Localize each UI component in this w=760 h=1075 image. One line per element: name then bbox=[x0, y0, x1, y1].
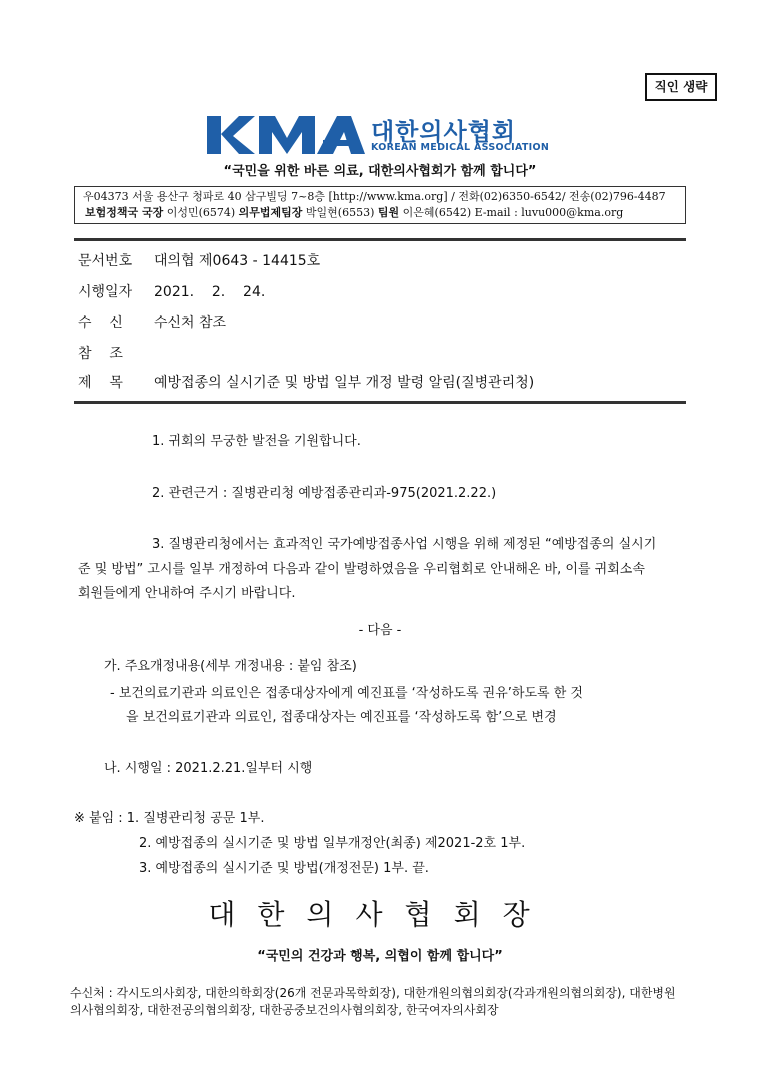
legal-team-label: 의무법제팀장 bbox=[238, 206, 303, 219]
paragraph-3-line-2: 준 및 방법” 고시를 일부 개정하여 다음과 같이 발령하였음을 우리협회로 안내해온 바, 이를 귀회소속 bbox=[78, 562, 645, 577]
recipient-row bbox=[78, 314, 226, 332]
paragraph-2: 2. 관련근거 : 질병관리청 예방접종관리과-975(2021.2.22.) bbox=[152, 486, 497, 501]
recipient-label: 수 신 bbox=[78, 315, 123, 331]
paragraph-3-line-3: 회원들에게 안내하여 주시기 바랍니다. bbox=[78, 586, 296, 601]
dept-head-label: 보험정책국 국장 bbox=[85, 206, 164, 219]
attachment-2: 2. 예방접종의 실시기준 및 방법 일부개정안(최종) 제2021-2호 1부. bbox=[139, 836, 526, 851]
legal-team-person: 박일현(6553) bbox=[302, 206, 378, 219]
kma-logo bbox=[205, 114, 555, 158]
recipient-value: 수신처 참조 bbox=[154, 315, 227, 331]
item-ga-detail-line-2: 을 보건의료기관과 의료인, 접종대상자는 예진표를 ‘작성하도록 함’으로 변경 bbox=[126, 710, 557, 725]
staff-person-email: 이은혜(6542) E-mail : luvu000@kma.org bbox=[399, 206, 624, 219]
kma-logo-mark bbox=[205, 114, 367, 158]
reference-row bbox=[78, 345, 154, 363]
item-ga: 가. 주요개정내용(세부 개정내용 : 붙임 참조) bbox=[104, 659, 357, 674]
header-divider-top bbox=[74, 238, 686, 241]
doc-number-row bbox=[78, 252, 320, 270]
contact-info-box bbox=[74, 186, 686, 224]
slogan-bottom: “국민의 건강과 행복, 의협이 함께 합니다” bbox=[257, 949, 503, 964]
header-divider-bottom bbox=[74, 401, 686, 404]
signature-title: 대한의사협회장 bbox=[208, 898, 552, 931]
stamp-omitted-box: 직인 생략 bbox=[645, 73, 717, 101]
date-row bbox=[78, 283, 265, 301]
subject-row bbox=[78, 374, 534, 392]
date-value: 2021. 2. 24. bbox=[154, 284, 266, 300]
attachment-1: ※ 붙임 : 1. 질병관리청 공문 1부. bbox=[74, 811, 265, 826]
subject-label: 제 목 bbox=[78, 375, 123, 391]
subject-value: 예방접종의 실시기준 및 방법 일부 개정 발령 알림(질병관리청) bbox=[154, 375, 535, 391]
reference-label: 참 조 bbox=[78, 346, 123, 362]
staff-label: 팀원 bbox=[377, 206, 400, 219]
kma-name-korean: 대한의사협회 bbox=[371, 118, 517, 146]
date-label: 시행일자 bbox=[78, 284, 133, 300]
item-na: 나. 시행일 : 2021.2.21.일부터 시행 bbox=[104, 761, 313, 776]
doc-number-value: 대의협 제0643 - 14415호 bbox=[154, 253, 321, 269]
doc-number-label: 문서번호 bbox=[78, 253, 133, 269]
paragraph-1: 1. 귀회의 무궁한 발전을 기원합니다. bbox=[152, 434, 361, 449]
recipients-line-1: 수신처 : 각시도의사회장, 대한의학회장(26개 전문과목학회장), 대한개원의협의회장(각과개원의협의회장), 대한병원 bbox=[70, 986, 676, 1000]
attachment-3: 3. 예방접종의 실시기준 및 방법(개정전문) 1부. 끝. bbox=[139, 861, 429, 876]
contact-address-line: 우04373 서울 용산구 청파로 40 삼구빌딩 7~8층 [http://www.kma.org] / 전화(02)6350-6542/ 전송(02)796-4487 bbox=[83, 190, 666, 203]
dept-head-person: 이성민(6574) bbox=[163, 206, 239, 219]
kma-name-english: KOREAN MEDICAL ASSOCIATION bbox=[371, 142, 550, 153]
slogan-top: “국민을 위한 바른 의료, 대한의사협회가 함께 합니다” bbox=[223, 164, 537, 179]
recipients-line-2: 의사협의회장, 대한전공의협의회장, 대한공중보건의사협의회장, 한국여자의사회장 bbox=[70, 1003, 499, 1017]
item-ga-detail-line-1: - 보건의료기관과 의료인은 접종대상자에게 예진표를 ‘작성하도록 권유’하도록 한 것 bbox=[110, 686, 583, 701]
next-heading: - 다음 - bbox=[358, 623, 402, 638]
contact-staff-line bbox=[83, 205, 677, 221]
paragraph-3-line-1: 3. 질병관리청에서는 효과적인 국가예방접종사업 시행을 위해 제정된 “예방접종의 실시기 bbox=[152, 537, 657, 552]
